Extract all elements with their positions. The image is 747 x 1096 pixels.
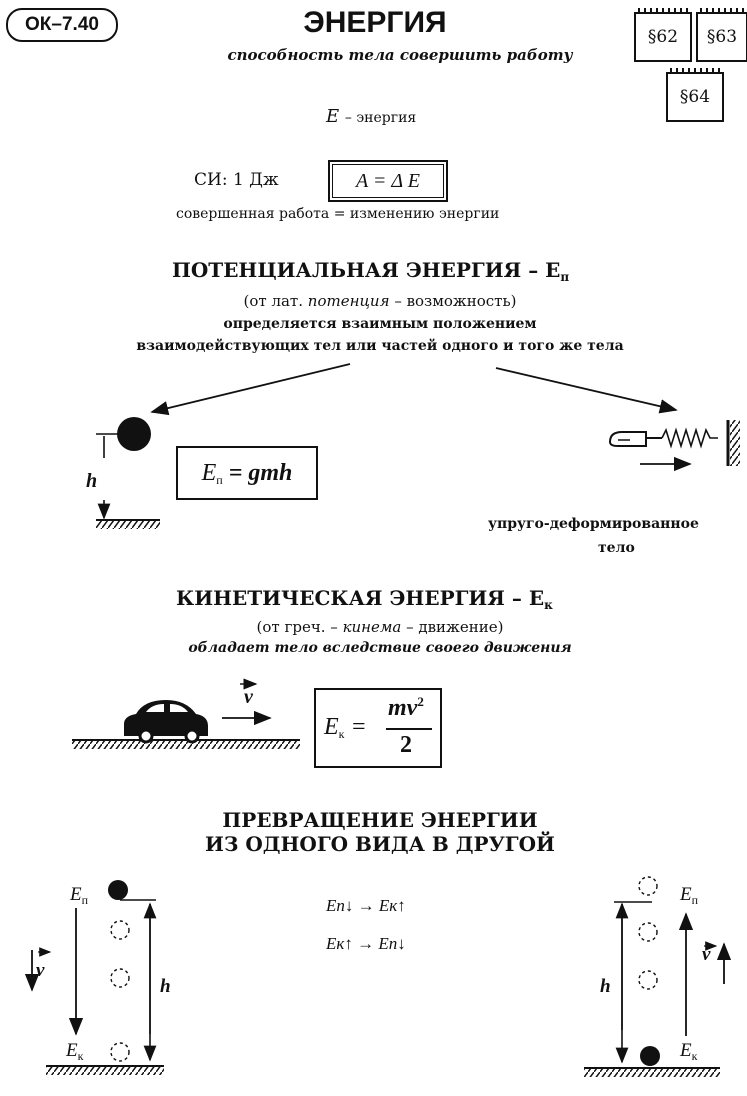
card-code-badge: ОК–7.40 [6,8,118,42]
kinetic-heading: КИНЕТИЧЕСКАЯ ЭНЕРГИЯ – $E_к$ [176,586,553,612]
kinetic-origin: (от греч. – кинема – движение) [256,618,504,636]
transform-heading1: ПРЕВРАЩЕНИЕ ЭНЕРГИИ [222,808,538,832]
page-subtitle: способность тела совершить работу [227,46,573,64]
right-velocity-label: v [702,944,711,965]
work-energy-box: A = Δ E [328,160,448,202]
right-bottom-energy: $E_к$ [680,1040,698,1063]
spring-caption-line1: упруго-деформированное [488,516,699,532]
transform-rule-2: Eк↑ → Eп↓ [326,934,406,953]
kinetic-formula-box: $E_к$ = $mv^2$ 2 [314,688,442,768]
ball-icon [640,1046,660,1066]
si-unit: СИ: 1 Дж [194,170,279,190]
raised-ball-diagram [96,417,160,529]
right-height-label: h [600,976,611,997]
energy-definition: E – энергия [326,106,417,127]
left-velocity-label: v [36,960,45,981]
potential-origin: (от лат. потенция – возможность) [243,292,517,310]
paragraph-ref-64[interactable]: §64 [666,72,724,122]
ball-icon [117,417,151,451]
potential-heading: ПОТЕНЦИАЛЬНАЯ ЭНЕРГИЯ – $E_п$ [172,258,570,284]
height-label: h [86,470,98,492]
transform-rule-1: Eп↓ → Eк↑ [326,896,406,915]
car-diagram [72,684,300,749]
rising-ball-diagram [584,877,724,1077]
left-top-energy: $E_п$ [70,884,89,907]
kinetic-line1: обладает тело вследствие своего движения [188,640,572,656]
work-energy-caption: совершенная работа = изменению энергии [176,206,500,222]
left-height-label: h [160,976,171,997]
right-top-energy: $E_п$ [680,884,699,907]
paragraph-ref-63[interactable]: §63 [696,12,747,62]
paragraph-ref-62[interactable]: §62 [634,12,692,62]
potential-line1: определяется взаимным положением [223,316,537,332]
velocity-label: v [244,686,253,708]
spring-diagram [610,420,740,466]
falling-ball-diagram [32,880,164,1075]
branch-arrows [152,364,676,412]
ball-icon [108,880,128,900]
potential-line2: взаимодействующих тел или частей одного и того же тела [136,338,624,354]
left-bottom-energy: $E_к$ [66,1040,84,1063]
transform-heading2: ИЗ ОДНОГО ВИДА В ДРУГОЙ [205,832,555,856]
spring-caption-line2: тело [598,540,635,556]
potential-formula-box: $E_п$ = gmh [176,446,318,500]
pointing-hand-icon [610,432,646,446]
page-title: ЭНЕРГИЯ [303,6,447,39]
spring-icon [662,430,718,446]
